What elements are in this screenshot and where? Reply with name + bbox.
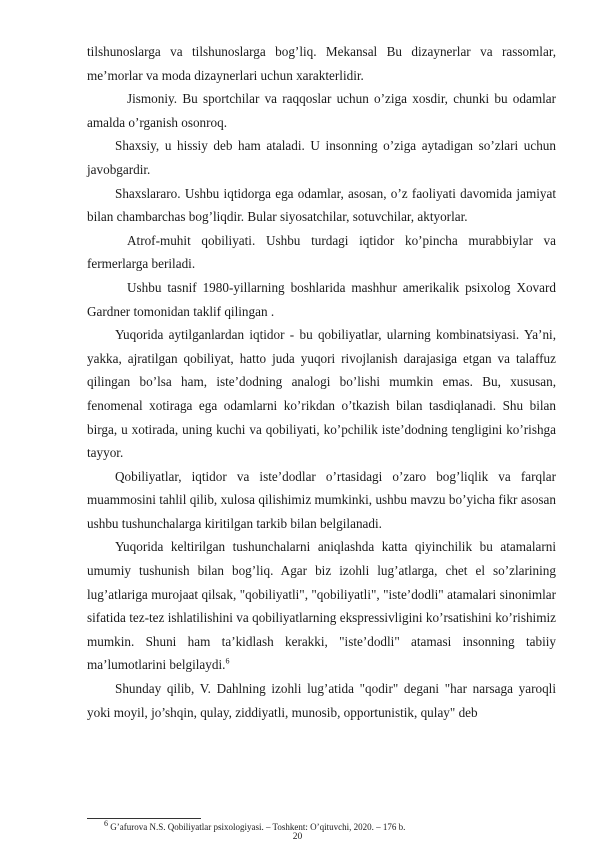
paragraph-10: Shunday qilib, V. Dahlning izohli lug’atida "qodir" degani "har narsaga yaroqli yoki moyil, jo’shqin, qulay, ziddiyatli, munosib, opportunistik, qulay" deb — [87, 681, 556, 720]
paragraph-4: Shaxslararo. Ushbu iqtidorga ega odamlar, asosan, o’z faoliyati davomida jamiyat bilan chambarchas bog’liqdir. Bular siyosatchilar, sotuvchilar, aktyorlar. — [87, 185, 556, 225]
footnote — [104, 819, 554, 832]
page-number: 20 — [292, 832, 303, 842]
footnote-mark: 6 — [104, 819, 108, 828]
paragraph-9: Yuqorida keltirilgan tushunchalarni aniqlashda katta qiyinchilik bu atamalarni umumiy tushunish bilan bog’liq. Agar biz izohli lug’atlarga, chet el so’zlarining lug’atlariga murojaat qilsak, "qobiliyatli", "qobiliyatli", "iste’dodli" atamalari sinonimlar sifatida tez-tez ishlatilishini va qobiliyatlarning ekspressivligini ko’rsatishini ko’rishimiz mumkin. Shuni ham ta’kidlash kerakki, "iste’dodli" atamasi insonning tabiiy ma’lumotlarini belgilaydi.$^6$ — [87, 539, 556, 673]
paragraph-1: tilshunoslarga va tilshunoslarga bog’liq. Mekansal Bu dizaynerlar va rassomlar, me’morlar va moda dizaynerlari uchun xarakterlidir. — [87, 44, 556, 83]
paragraph-6: Ushbu tasnif 1980-yillarning boshlarida mashhur amerikalik psixolog Xovard Gardner tomonidan taklif qilingan . — [87, 279, 556, 319]
paragraph-2: Jismoniy. Bu sportchilar va raqqoslar uchun o’ziga xosdir, chunki bu odamlar amalda o’rganish osonroq. — [87, 91, 556, 130]
footnote-text: G’afurova N.S. Qobiliyatlar psixologiyasi. – Toshkent: O’qituvchi, 2020. – 176 b. — [110, 822, 406, 832]
paragraph-5: Atrof-muhit qobiliyati. Ushbu turdagi iqtidor ko’pincha murabbiylar va fermerlarga beriladi. — [87, 232, 556, 272]
paragraph-8: Qobiliyatlar, iqtidor va iste’dodlar o’rtasidagi o’zaro bog’liqlik va farqlar muammosini tahlil qilib, xulosa qilishimiz mumkinki, ushbu mavzu bo’yicha fikr asosan ushbu tushunchalarga kiritilgan tarkib bilan belgilanadi. — [87, 468, 556, 531]
paragraph-7: Yuqorida aytilganlardan iqtidor - bu qobiliyatlar, ularning kombinatsiyasi. Ya’ni, yakka, ajratilgan qobiliyat, hatto juda yuqori rivojlanish darajasiga etgan va talaffuz qilingan bo’lsa ham, iste’dodning analogi bo’lishi mumkin emas. Bu, xususan, fenomenal xotiraga ega odamlarni ko’rikdan o’tkazish bilan tasdiqlanadi. Shu bilan birga, u xotirada, uning kuchi va qobiliyati, ko’pchilik iste’dodning tengligini ko’rishga tayyor. — [87, 327, 556, 461]
footnote-ref: 6 — [225, 657, 230, 667]
body-text — [87, 40, 556, 724]
paragraph-3: Shaxsiy, u hissiy deb ham ataladi. U insonning o’ziga aytadigan so’zlari uchun javobgardir. — [87, 138, 556, 177]
